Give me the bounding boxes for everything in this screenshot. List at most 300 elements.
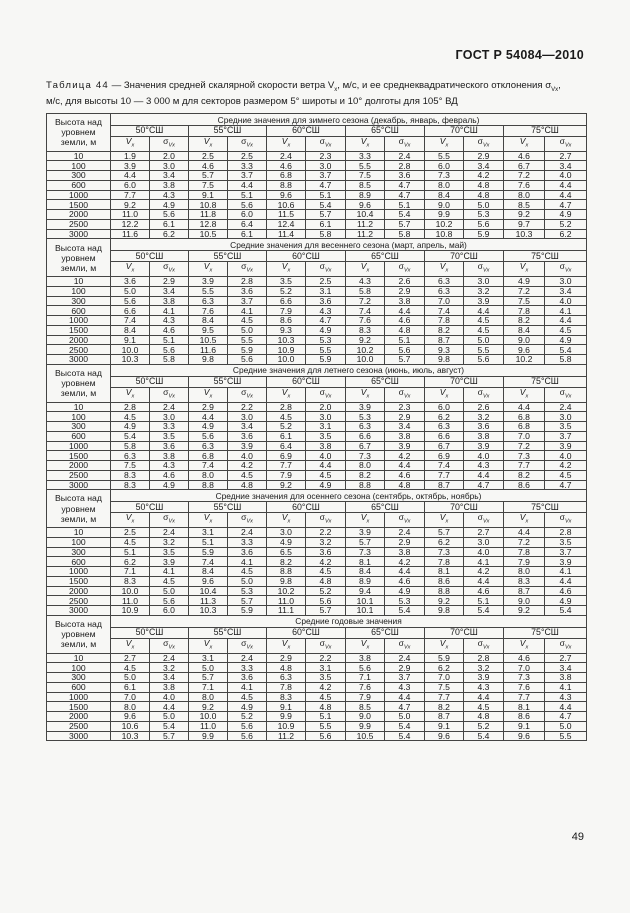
mean-speed-symbol [267, 638, 306, 653]
mean-speed-symbol-letter: V [203, 512, 210, 523]
std-dev-cell: 5.6 [228, 200, 267, 210]
mean-speed-symbol [189, 387, 228, 402]
mean-speed-cell: 8.2 [425, 325, 464, 335]
std-dev-symbol-sub: Vx [403, 644, 411, 651]
std-dev-cell: 5.6 [150, 596, 189, 606]
mean-speed-symbol-letter: V [125, 512, 132, 523]
mean-speed-symbol-letter: V [519, 387, 526, 397]
std-dev-cell: 4.1 [150, 306, 189, 316]
mean-speed-symbol-sub: x [366, 268, 370, 275]
mean-speed-cell: 9.6 [346, 200, 385, 210]
mean-speed-symbol-sub: x [445, 393, 449, 400]
std-dev-cell: 2.9 [150, 277, 189, 287]
std-dev-cell: 5.3 [306, 335, 346, 345]
mean-speed-symbol-sub: x [209, 393, 213, 400]
std-dev-cell: 4.9 [545, 335, 587, 345]
std-dev-cell: 5.9 [306, 355, 346, 365]
std-dev-symbol-sub: Vx [324, 519, 332, 526]
std-dev-cell: 5.9 [228, 606, 267, 616]
caption-text-1b: , м/с, и ее среднеквадратического отклонения σ [337, 80, 552, 91]
std-dev-cell: 4.4 [545, 702, 587, 712]
std-dev-symbol [306, 387, 346, 402]
mean-speed-cell: 8.4 [425, 190, 464, 200]
std-dev-cell: 4.1 [228, 682, 267, 692]
mean-speed-cell: 8.9 [346, 576, 385, 586]
table-row [47, 528, 587, 538]
table-row [47, 663, 587, 673]
mean-speed-cell: 6.9 [425, 451, 464, 461]
std-dev-cell: 4.8 [464, 180, 504, 190]
season-title: Средние годовые значения [111, 615, 587, 627]
latitude-header: 55°СШ [189, 502, 267, 513]
mean-speed-cell: 2.9 [189, 402, 228, 412]
std-dev-symbol-letter: σ [398, 387, 404, 397]
mean-speed-symbol-sub: x [445, 644, 449, 651]
mean-speed-cell: 8.1 [425, 567, 464, 577]
std-dev-cell: 3.4 [385, 422, 425, 432]
latitude-header: 55°СШ [189, 376, 267, 387]
mean-speed-cell: 7.8 [267, 682, 306, 692]
std-dev-cell: 5.7 [150, 731, 189, 741]
std-dev-cell: 3.2 [464, 412, 504, 422]
mean-speed-cell: 9.3 [267, 325, 306, 335]
mean-speed-cell: 10.0 [111, 586, 150, 596]
std-dev-symbol-sub: Vx [403, 393, 411, 400]
mean-speed-cell: 7.8 [504, 547, 545, 557]
table-row [47, 171, 587, 181]
std-dev-cell: 4.3 [306, 306, 346, 316]
std-dev-cell: 5.4 [385, 721, 425, 731]
height-cell: 100 [47, 663, 111, 673]
table-row [47, 702, 587, 712]
std-dev-symbol [306, 513, 346, 528]
std-dev-cell: 3.1 [306, 663, 346, 673]
table-row [47, 480, 587, 490]
mean-speed-cell: 5.1 [189, 537, 228, 547]
std-dev-cell: 2.2 [306, 653, 346, 663]
mean-speed-cell: 7.6 [189, 306, 228, 316]
table-row [47, 567, 587, 577]
std-dev-cell: 3.7 [545, 547, 587, 557]
mean-speed-cell: 9.8 [267, 576, 306, 586]
mean-speed-symbol [425, 262, 464, 277]
mean-speed-symbol [425, 387, 464, 402]
std-dev-cell: 4.1 [464, 557, 504, 567]
mean-speed-cell: 7.1 [189, 682, 228, 692]
mean-speed-cell: 9.5 [189, 325, 228, 335]
std-dev-cell: 4.0 [306, 451, 346, 461]
std-dev-cell: 3.1 [306, 422, 346, 432]
std-dev-cell: 3.6 [464, 422, 504, 432]
std-dev-cell: 3.8 [385, 547, 425, 557]
table-row [47, 692, 587, 702]
std-dev-cell: 4.3 [464, 682, 504, 692]
mean-speed-cell: 4.9 [267, 537, 306, 547]
height-column-header: Высота над уровнем земли, м [47, 490, 111, 528]
std-dev-cell: 5.4 [464, 731, 504, 741]
std-dev-cell: 4.4 [545, 190, 587, 200]
height-cell: 2000 [47, 712, 111, 722]
std-dev-cell: 3.8 [545, 673, 587, 683]
table-row [47, 210, 587, 220]
std-dev-cell: 5.6 [464, 219, 504, 229]
std-dev-symbol-sub: Vx [564, 393, 572, 400]
mean-speed-cell: 3.1 [189, 653, 228, 663]
std-dev-symbol-letter: σ [559, 261, 565, 272]
mean-speed-symbol [267, 137, 306, 152]
table-row [47, 470, 587, 480]
latitude-header: 65°СШ [346, 126, 425, 137]
mean-speed-cell: 8.3 [346, 325, 385, 335]
table-row [47, 441, 587, 451]
std-dev-symbol-sub: Vx [168, 268, 175, 275]
mean-speed-symbol [111, 513, 150, 528]
std-dev-cell: 5.5 [306, 721, 346, 731]
mean-speed-cell: 6.6 [425, 431, 464, 441]
height-cell: 10 [47, 277, 111, 287]
std-dev-cell: 4.2 [306, 557, 346, 567]
std-dev-cell: 3.9 [545, 441, 587, 451]
table-row [47, 422, 587, 432]
mean-speed-cell: 3.9 [346, 402, 385, 412]
latitude-header: 65°СШ [346, 251, 425, 262]
mean-speed-cell: 7.5 [425, 682, 464, 692]
std-dev-cell: 4.0 [464, 547, 504, 557]
height-cell: 2500 [47, 721, 111, 731]
std-dev-cell: 2.6 [385, 277, 425, 287]
std-dev-cell: 4.3 [150, 461, 189, 471]
std-dev-cell: 5.0 [228, 325, 267, 335]
mean-speed-symbol-sub: x [131, 519, 135, 526]
mean-speed-cell: 8.8 [425, 586, 464, 596]
mean-speed-cell: 9.0 [504, 596, 545, 606]
mean-speed-cell: 6.3 [189, 296, 228, 306]
mean-speed-cell: 9.9 [346, 721, 385, 731]
mean-speed-symbol [189, 638, 228, 653]
mean-speed-cell: 6.8 [504, 412, 545, 422]
std-dev-cell: 5.2 [545, 219, 587, 229]
std-dev-cell: 4.9 [150, 480, 189, 490]
mean-speed-cell: 8.0 [425, 180, 464, 190]
mean-speed-symbol [504, 387, 545, 402]
std-dev-symbol [545, 638, 587, 653]
mean-speed-cell: 9.6 [111, 712, 150, 722]
std-dev-cell: 3.1 [306, 286, 346, 296]
mean-speed-cell: 9.2 [425, 596, 464, 606]
height-cell: 2500 [47, 470, 111, 480]
table-row [47, 412, 587, 422]
mean-speed-cell: 7.3 [425, 547, 464, 557]
std-dev-cell: 2.4 [228, 528, 267, 538]
std-dev-cell: 6.1 [306, 219, 346, 229]
latitude-header: 65°СШ [346, 376, 425, 387]
mean-speed-cell: 6.8 [267, 171, 306, 181]
mean-speed-cell: 10.8 [189, 200, 228, 210]
mean-speed-symbol [267, 387, 306, 402]
table-row [47, 431, 587, 441]
std-dev-symbol-sub: Vx [482, 268, 490, 275]
caption-text-1c: , [558, 80, 561, 91]
std-dev-cell: 3.0 [545, 412, 587, 422]
std-dev-cell: 5.1 [385, 200, 425, 210]
mean-speed-cell: 7.9 [267, 306, 306, 316]
std-dev-cell: 5.8 [150, 355, 189, 365]
std-dev-cell: 3.8 [150, 451, 189, 461]
mean-speed-symbol [267, 513, 306, 528]
mean-speed-cell: 11.2 [346, 229, 385, 239]
std-dev-symbol [545, 137, 587, 152]
std-dev-cell: 5.4 [545, 345, 587, 355]
table-row [47, 277, 587, 287]
std-dev-cell: 4.5 [150, 576, 189, 586]
mean-speed-symbol-sub: x [209, 268, 213, 275]
mean-speed-symbol-sub: x [287, 268, 291, 275]
std-dev-cell: 3.3 [228, 663, 267, 673]
mean-speed-cell: 11.2 [267, 731, 306, 741]
std-dev-cell: 4.6 [385, 576, 425, 586]
std-dev-cell: 5.6 [228, 355, 267, 365]
std-dev-cell: 4.9 [545, 596, 587, 606]
std-dev-cell: 2.8 [464, 653, 504, 663]
std-dev-symbol [464, 262, 504, 277]
std-dev-cell: 4.5 [306, 567, 346, 577]
std-dev-cell: 5.5 [464, 345, 504, 355]
mean-speed-cell: 5.7 [425, 528, 464, 538]
std-dev-cell: 3.2 [464, 663, 504, 673]
mean-speed-cell: 10.0 [346, 355, 385, 365]
mean-speed-cell: 10.3 [504, 229, 545, 239]
std-dev-symbol-sub: Vx [168, 644, 175, 651]
mean-speed-cell: 6.7 [504, 161, 545, 171]
std-dev-cell: 4.4 [545, 576, 587, 586]
mean-speed-symbol-letter: V [360, 136, 367, 146]
mean-speed-cell: 10.3 [267, 335, 306, 345]
mean-speed-cell: 7.3 [346, 547, 385, 557]
mean-speed-cell: 11.4 [267, 229, 306, 239]
std-dev-symbol [306, 262, 346, 277]
std-dev-cell: 4.7 [306, 180, 346, 190]
std-dev-symbol-letter: σ [559, 638, 565, 648]
std-dev-symbol-sub: Vx [564, 142, 572, 149]
mean-speed-cell: 8.5 [504, 200, 545, 210]
mean-speed-cell: 6.3 [111, 451, 150, 461]
std-dev-cell: 5.4 [385, 731, 425, 741]
std-dev-cell: 5.1 [228, 190, 267, 200]
std-dev-cell: 5.0 [150, 712, 189, 722]
mean-speed-symbol-letter: V [125, 136, 132, 146]
std-dev-cell: 6.0 [150, 606, 189, 616]
mean-speed-cell: 4.9 [504, 277, 545, 287]
mean-speed-symbol-letter: V [281, 512, 288, 523]
std-dev-cell: 3.2 [150, 537, 189, 547]
std-dev-cell: 4.8 [306, 576, 346, 586]
std-dev-cell: 3.4 [228, 422, 267, 432]
latitude-header: 70°СШ [425, 627, 504, 638]
mean-speed-cell: 7.3 [346, 451, 385, 461]
std-dev-cell: 2.4 [150, 528, 189, 538]
height-cell: 2000 [47, 335, 111, 345]
latitude-header: 55°СШ [189, 627, 267, 638]
mean-speed-cell: 7.4 [425, 461, 464, 471]
std-dev-symbol [150, 387, 189, 402]
mean-speed-cell: 9.2 [346, 335, 385, 345]
mean-speed-symbol-letter: V [439, 261, 446, 272]
table-row [47, 180, 587, 190]
mean-speed-cell: 7.0 [425, 673, 464, 683]
std-dev-cell: 4.4 [385, 567, 425, 577]
mean-speed-symbol-letter: V [519, 136, 526, 146]
mean-speed-cell: 9.7 [504, 219, 545, 229]
std-dev-cell: 4.5 [464, 316, 504, 326]
mean-speed-symbol-sub: x [131, 644, 135, 651]
height-column-header: Высота над уровнем земли, м [47, 364, 111, 402]
latitude-header: 75°СШ [504, 251, 587, 262]
std-dev-cell: 5.1 [150, 335, 189, 345]
mean-speed-symbol [111, 638, 150, 653]
std-dev-cell: 5.4 [385, 606, 425, 616]
latitude-header: 50°СШ [111, 627, 189, 638]
std-dev-symbol-sub: Vx [482, 393, 490, 400]
std-dev-cell: 4.5 [306, 470, 346, 480]
std-dev-symbol-sub: Vx [324, 268, 332, 275]
mean-speed-cell: 4.5 [111, 412, 150, 422]
mean-speed-cell: 7.9 [504, 557, 545, 567]
std-dev-symbol [150, 638, 189, 653]
mean-speed-symbol-letter: V [125, 387, 132, 397]
std-dev-cell: 6.0 [228, 210, 267, 220]
mean-speed-cell: 2.8 [111, 402, 150, 412]
mean-speed-cell: 3.9 [111, 161, 150, 171]
table-row [47, 286, 587, 296]
std-dev-symbol-letter: σ [319, 638, 325, 648]
std-dev-cell: 2.0 [150, 151, 189, 161]
mean-speed-cell: 4.5 [111, 537, 150, 547]
table-row [47, 306, 587, 316]
mean-speed-symbol-letter: V [281, 638, 288, 648]
mean-speed-cell: 7.7 [425, 470, 464, 480]
std-dev-cell: 4.6 [150, 470, 189, 480]
std-dev-cell: 5.1 [385, 335, 425, 345]
mean-speed-cell: 8.7 [425, 335, 464, 345]
mean-speed-cell: 2.9 [267, 653, 306, 663]
height-cell: 2000 [47, 586, 111, 596]
height-cell: 10 [47, 402, 111, 412]
latitude-header: 60°СШ [267, 627, 346, 638]
mean-speed-cell: 8.5 [346, 180, 385, 190]
std-dev-cell: 2.7 [464, 528, 504, 538]
std-dev-cell: 4.8 [385, 325, 425, 335]
std-dev-cell: 2.4 [150, 653, 189, 663]
std-dev-cell: 3.0 [306, 161, 346, 171]
section-title-row [47, 114, 587, 126]
mean-speed-symbol-letter: V [519, 261, 526, 272]
std-dev-cell: 5.2 [228, 712, 267, 722]
mean-speed-symbol [111, 387, 150, 402]
mean-speed-cell: 8.0 [111, 702, 150, 712]
std-dev-cell: 3.5 [150, 547, 189, 557]
std-dev-cell: 3.0 [228, 412, 267, 422]
table-row [47, 606, 587, 616]
table-row [47, 547, 587, 557]
table-row [47, 461, 587, 471]
std-dev-cell: 5.0 [464, 200, 504, 210]
std-dev-symbol-letter: σ [477, 387, 483, 397]
std-dev-cell: 4.2 [464, 171, 504, 181]
std-dev-cell: 3.4 [150, 673, 189, 683]
height-cell: 300 [47, 673, 111, 683]
std-dev-cell: 3.6 [228, 431, 267, 441]
mean-speed-cell: 7.9 [267, 470, 306, 480]
mean-speed-cell: 5.6 [346, 663, 385, 673]
mean-speed-cell: 4.4 [111, 171, 150, 181]
std-dev-cell: 3.9 [464, 673, 504, 683]
mean-speed-cell: 7.4 [189, 557, 228, 567]
std-dev-cell: 5.7 [306, 606, 346, 616]
height-cell: 100 [47, 537, 111, 547]
mean-speed-cell: 4.9 [189, 422, 228, 432]
mean-speed-cell: 8.8 [267, 567, 306, 577]
std-dev-symbol [545, 387, 587, 402]
table-row [47, 345, 587, 355]
mean-speed-symbol-sub: x [525, 142, 529, 149]
std-dev-symbol-sub: Vx [246, 519, 253, 526]
height-cell: 1500 [47, 702, 111, 712]
std-dev-cell: 5.5 [306, 345, 346, 355]
mean-speed-cell: 6.2 [111, 557, 150, 567]
std-dev-cell: 2.8 [228, 277, 267, 287]
height-cell: 1500 [47, 451, 111, 461]
std-dev-cell: 3.2 [150, 663, 189, 673]
table-row [47, 596, 587, 606]
mean-speed-cell: 5.5 [189, 286, 228, 296]
std-dev-cell: 3.9 [150, 557, 189, 567]
std-dev-cell: 4.5 [228, 316, 267, 326]
std-dev-cell: 4.1 [545, 567, 587, 577]
mean-speed-cell: 8.4 [189, 567, 228, 577]
symbol-row [47, 262, 587, 277]
mean-speed-cell: 7.6 [346, 316, 385, 326]
std-dev-symbol-sub: Vx [403, 268, 411, 275]
std-dev-cell: 2.2 [228, 402, 267, 412]
std-dev-cell: 2.4 [228, 653, 267, 663]
table-row [47, 219, 587, 229]
std-dev-symbol-sub: Vx [324, 644, 332, 651]
std-dev-cell: 4.7 [545, 200, 587, 210]
std-dev-cell: 3.3 [228, 537, 267, 547]
mean-speed-cell: 7.3 [504, 451, 545, 461]
mean-speed-cell: 7.0 [111, 692, 150, 702]
std-dev-cell: 5.0 [228, 576, 267, 586]
latitude-header: 60°СШ [267, 502, 346, 513]
std-dev-cell: 3.9 [545, 557, 587, 567]
latitude-row [47, 126, 587, 137]
mean-speed-cell: 9.8 [189, 355, 228, 365]
std-dev-symbol-letter: σ [319, 512, 325, 523]
latitude-header: 75°СШ [504, 502, 587, 513]
std-dev-cell: 5.7 [228, 596, 267, 606]
mean-speed-cell: 8.0 [189, 692, 228, 702]
mean-speed-cell: 8.1 [346, 557, 385, 567]
mean-speed-cell: 7.8 [425, 557, 464, 567]
mean-speed-cell: 8.4 [504, 325, 545, 335]
mean-speed-symbol [189, 262, 228, 277]
std-dev-symbol [385, 137, 425, 152]
std-dev-symbol [306, 638, 346, 653]
std-dev-cell: 4.5 [464, 325, 504, 335]
table-row [47, 537, 587, 547]
mean-speed-cell: 7.4 [425, 306, 464, 316]
std-dev-cell: 3.0 [150, 412, 189, 422]
